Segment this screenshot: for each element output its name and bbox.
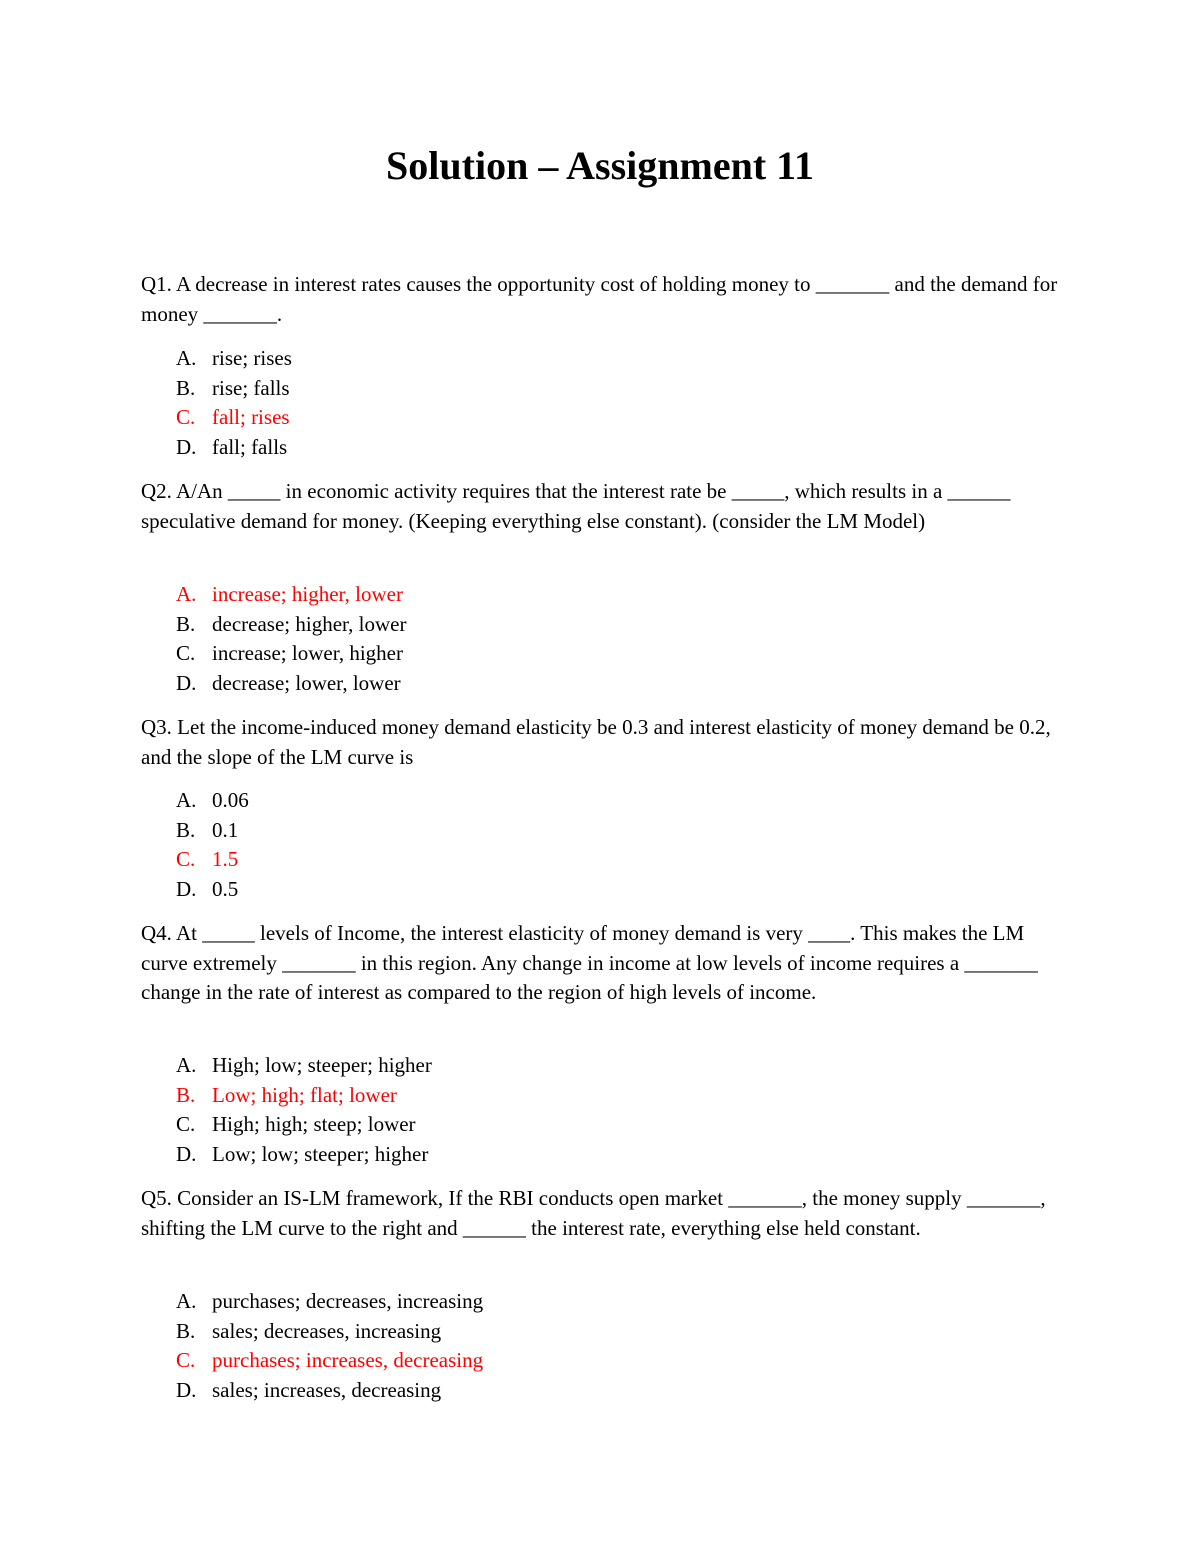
- option-letter: B.: [176, 817, 196, 842]
- option-letter: A.: [176, 1053, 197, 1077]
- option-letter: D.: [176, 1377, 197, 1402]
- option-letter: B.: [176, 375, 196, 400]
- option-letter: B.: [176, 1082, 196, 1107]
- option-text: High; low; steeper; higher: [212, 1053, 432, 1077]
- option-text: fall; rises: [212, 405, 290, 429]
- option-letter: C.: [176, 405, 196, 429]
- option-letter: C.: [176, 641, 196, 665]
- options-q2: [176, 580, 406, 698]
- question-2: Q2. A/An _____ in economic activity requires that the interest rate be _____, which results in a ______ speculative demand for money. (Keeping everything else constant). (consider the LM Model): [141, 479, 1011, 533]
- option-q3-b: [176, 816, 249, 846]
- option-letter: A.: [176, 1289, 197, 1313]
- option-q3-d: [176, 875, 249, 905]
- options-q1: [176, 344, 292, 462]
- option-letter: D.: [176, 434, 197, 459]
- option-text: Low; low; steeper; higher: [212, 1141, 429, 1166]
- option-letter: D.: [176, 1141, 197, 1166]
- option-q2-a-correct: [176, 580, 406, 610]
- option-text: sales; increases, decreasing: [212, 1377, 442, 1402]
- option-letter: D.: [176, 876, 197, 901]
- option-letter: C.: [176, 1348, 196, 1372]
- option-text: 0.1: [212, 817, 239, 842]
- option-text: increase; higher, lower: [212, 582, 403, 606]
- option-q5-c-correct: [176, 1346, 483, 1376]
- option-text: purchases; increases, decreasing: [212, 1348, 484, 1372]
- option-text: increase; lower, higher: [212, 641, 403, 665]
- option-q1-c-correct: [176, 403, 292, 433]
- option-q1-d: [176, 433, 292, 463]
- option-q1-b: [176, 374, 292, 404]
- option-letter: D.: [176, 670, 197, 695]
- option-q1-a: [176, 344, 292, 374]
- option-letter: B.: [176, 1318, 196, 1343]
- option-text: rise; rises: [212, 346, 292, 370]
- question-1: Q1. A decrease in interest rates causes the opportunity cost of holding money to _______ and the demand for money _______.: [141, 272, 1058, 326]
- option-text: rise; falls: [212, 375, 290, 400]
- option-text: 1.5: [212, 847, 239, 871]
- option-text: decrease; lower, lower: [212, 670, 401, 695]
- option-q4-b-correct: [176, 1081, 432, 1111]
- option-text: High; high; steep; lower: [212, 1112, 416, 1136]
- option-text: 0.5: [212, 876, 239, 901]
- option-q3-c-correct: [176, 845, 249, 875]
- option-letter: B.: [176, 611, 196, 636]
- question-4: Q4. At _____ levels of Income, the interest elasticity of money demand is very ____. This makes the LM curve extremely _______ in this region. Any change in income at low levels of income requires a _______ change in the rate of interest as compared to the region of high levels of income.: [141, 921, 1038, 1004]
- option-q2-d: [176, 669, 406, 699]
- option-letter: C.: [176, 847, 196, 871]
- option-q5-a: [176, 1287, 483, 1317]
- option-letter: A.: [176, 582, 197, 606]
- options-q3: [176, 786, 249, 904]
- option-q4-a: [176, 1051, 432, 1081]
- option-q3-a: [176, 786, 249, 816]
- option-text: sales; decreases, increasing: [212, 1318, 442, 1343]
- option-q5-b: [176, 1317, 483, 1347]
- document-title: Solution – Assignment 11: [386, 143, 814, 188]
- option-q2-c: [176, 639, 406, 669]
- option-text: decrease; higher, lower: [212, 611, 407, 636]
- option-q4-d: [176, 1140, 432, 1170]
- option-letter: C.: [176, 1112, 196, 1136]
- question-5: Q5. Consider an IS-LM framework, If the RBI conducts open market _______, the money supply _______, shifting the LM curve to the right and ______ the interest rate, everything else held constant.: [141, 1186, 1046, 1240]
- option-text: purchases; decreases, increasing: [212, 1289, 484, 1313]
- option-text: 0.06: [212, 788, 249, 812]
- option-letter: A.: [176, 346, 197, 370]
- options-q4: [176, 1051, 432, 1169]
- option-q2-b: [176, 610, 406, 640]
- options-q5: [176, 1287, 483, 1405]
- option-q5-d: [176, 1376, 483, 1406]
- option-text: fall; falls: [212, 434, 288, 459]
- option-q4-c: [176, 1110, 432, 1140]
- question-3: Q3. Let the income-induced money demand elasticity be 0.3 and interest elasticity of money demand be 0.2, and the slope of the LM curve is: [141, 715, 1051, 769]
- option-letter: A.: [176, 788, 197, 812]
- option-text: Low; high; flat; lower: [212, 1082, 397, 1107]
